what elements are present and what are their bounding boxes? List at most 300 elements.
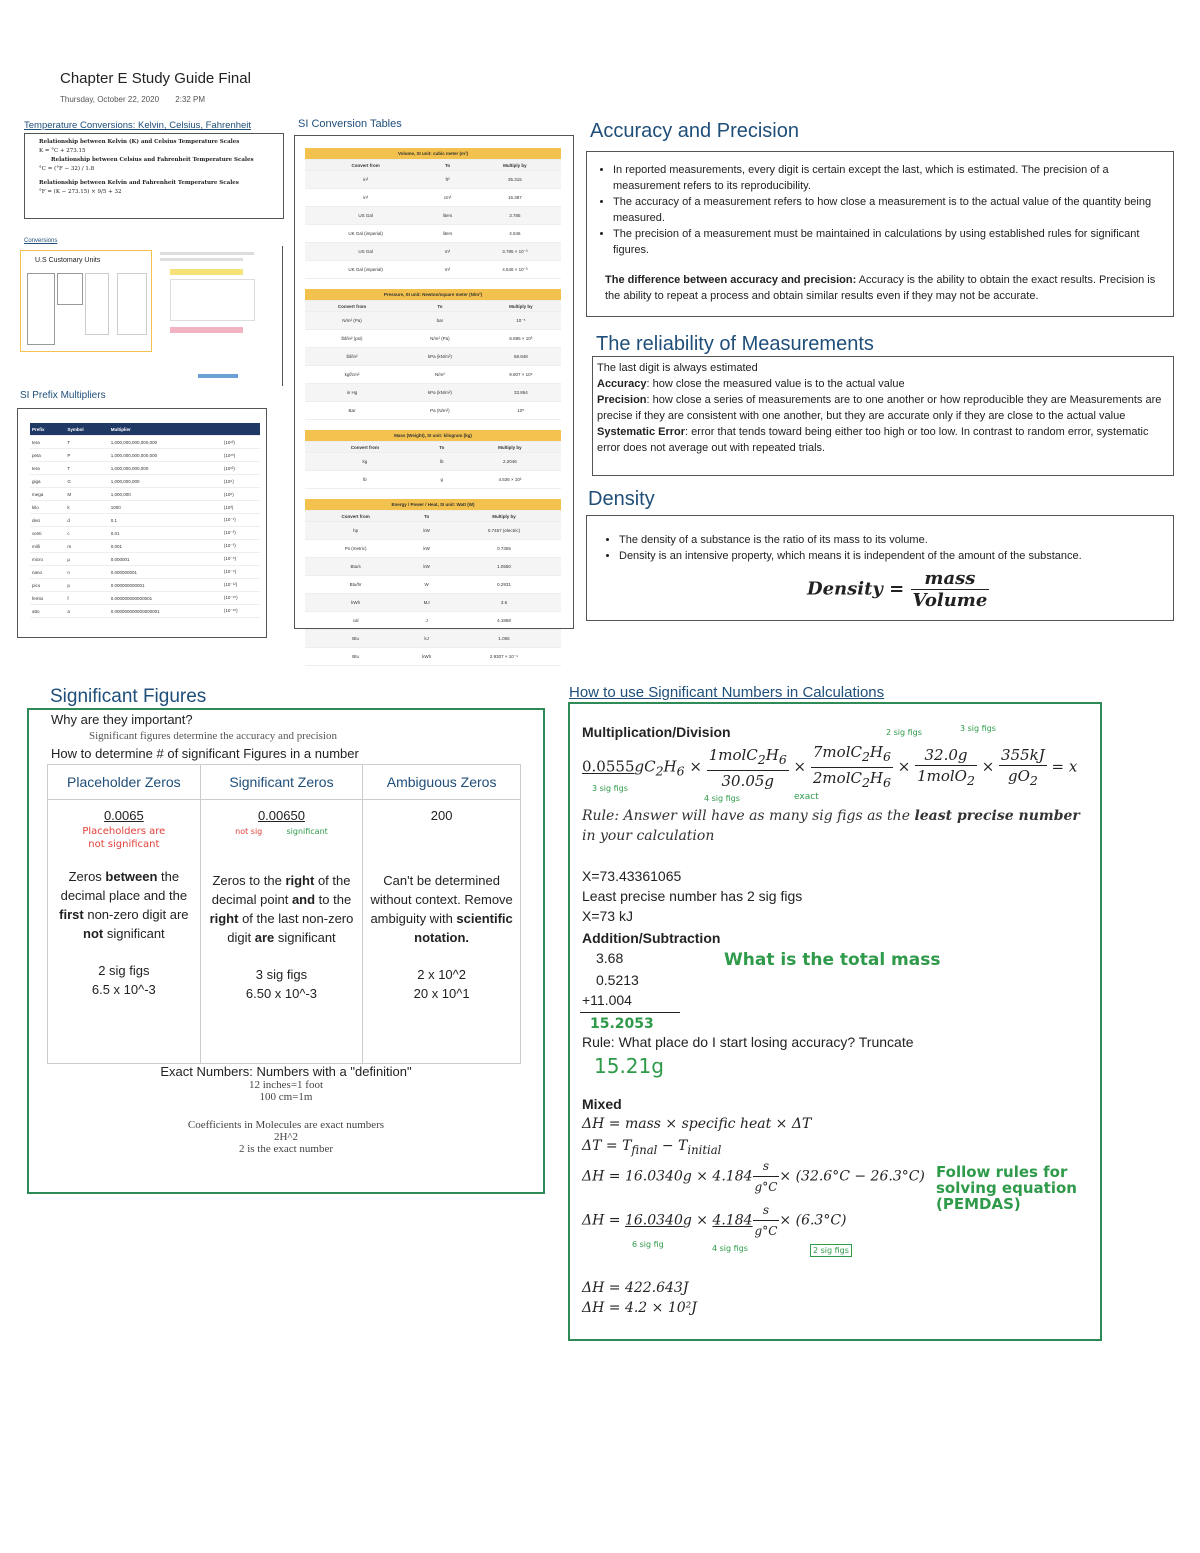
difference-label: The difference between accuracy and precision: bbox=[605, 274, 857, 286]
conversion-col-header: Multiply by bbox=[459, 442, 561, 453]
not-sig-note: not sig bbox=[235, 827, 263, 836]
conversion-row bbox=[305, 243, 561, 261]
conversion-cell: 9.807 × 10⁴ bbox=[481, 366, 561, 384]
density-bullet: • Density is an intensive property, which means it is independent of the amount of the substance. bbox=[619, 548, 1167, 564]
conversion-cell: ft³ bbox=[426, 171, 469, 189]
conversion-cell: N/m² (Pa) bbox=[399, 330, 481, 348]
conversion-cell: kW bbox=[406, 522, 447, 540]
conversion-cell: kW bbox=[406, 540, 447, 558]
conversion-row bbox=[305, 402, 561, 420]
mixed-heading: Mixed bbox=[582, 1096, 622, 1112]
significant-notes bbox=[205, 827, 359, 861]
conversion-row bbox=[305, 540, 561, 558]
si-prefix-header-row bbox=[30, 423, 260, 436]
addend-3: +11.004 bbox=[582, 992, 632, 1008]
note-4-sig-figs-b: 4 sig figs bbox=[712, 1244, 748, 1253]
col-header-ambiguous: Ambiguous Zeros bbox=[363, 765, 521, 800]
conversion-cell: kWh bbox=[406, 648, 447, 666]
conversion-cell: 0.7355 bbox=[447, 540, 561, 558]
prefix-cell: 0.000000000000000001 bbox=[109, 605, 222, 618]
conversion-row bbox=[305, 630, 561, 648]
rule-1: Rule: Answer will have as many sig figs as the least precise number in your calculation bbox=[582, 808, 1080, 844]
conversion-cell: kPa (kN/m²) bbox=[399, 384, 481, 402]
accuracy-bullets bbox=[595, 162, 1161, 258]
conversion-cell: 68.948 bbox=[481, 348, 561, 366]
prefix-cell: 1,000,000,000,000 bbox=[109, 462, 222, 475]
accuracy-difference bbox=[605, 272, 1161, 304]
prefix-cell: 0.001 bbox=[109, 540, 222, 553]
prefix-row bbox=[30, 449, 260, 462]
prefix-cell: (10⁻¹⁵) bbox=[222, 592, 260, 605]
prefix-cell: 1,000,000,000 bbox=[109, 475, 222, 488]
prefix-cell: milli bbox=[30, 540, 65, 553]
prefix-cell: n bbox=[65, 566, 108, 579]
conversion-col-header: Convert from bbox=[305, 160, 426, 171]
significant-desc: Zeros to the right of the decimal point and to the right of the last non-zero digit are significant bbox=[209, 873, 354, 945]
conversion-row bbox=[305, 594, 561, 612]
calc-heading: How to use Significant Numbers in Calculations bbox=[569, 684, 885, 701]
note-3-sig-figs: 3 sig figs bbox=[592, 784, 628, 793]
conversion-row bbox=[305, 261, 561, 279]
prefix-cell: femto bbox=[30, 592, 65, 605]
time-text: 2:32 PM bbox=[175, 95, 206, 104]
conversion-cell: Btu bbox=[305, 630, 406, 648]
result-2: ΔH = 4.2 × 10²J bbox=[582, 1300, 697, 1316]
total-mass-note: What is the total mass bbox=[724, 950, 941, 970]
prefix-cell: (10⁻¹⁸) bbox=[222, 605, 260, 618]
temp-line1: Relationship between Kelvin (K) and Celsius Temperature Scales bbox=[39, 139, 240, 145]
conversion-col-header: Multiply by bbox=[481, 301, 561, 312]
conversion-table bbox=[305, 499, 561, 666]
conversion-cell: lb bbox=[305, 471, 425, 489]
conversion-cell: 2.9307 × 10⁻⁴ bbox=[447, 648, 561, 666]
systematic-error-definition bbox=[597, 424, 1165, 456]
conversion-table bbox=[305, 148, 561, 279]
precision-definition bbox=[597, 392, 1165, 424]
col-header-significant: Significant Zeros bbox=[200, 765, 363, 800]
prefix-cell: T bbox=[65, 462, 108, 475]
note-6-sig-figs: 6 sig fig bbox=[632, 1240, 664, 1249]
coef-line-2: 2H^2 bbox=[273, 1131, 299, 1143]
coef-line-3: 2 is the exact number bbox=[238, 1143, 334, 1155]
coef-line-1: Coefficients in Molecules are exact numbers bbox=[187, 1119, 385, 1131]
exact-example-1: 12 inches=1 foot bbox=[248, 1079, 324, 1091]
sigfigs-heading: Significant Figures bbox=[50, 686, 207, 707]
note-3-sig-figs-b: 3 sig figs bbox=[960, 724, 996, 733]
sum-line bbox=[580, 1012, 680, 1013]
prefix-cell: 0.000001 bbox=[109, 553, 222, 566]
prefix-cell: tera bbox=[30, 462, 65, 475]
prefix-cell: 1,000,000 bbox=[109, 488, 222, 501]
prefix-row bbox=[30, 527, 260, 540]
conversion-cell: cal bbox=[305, 612, 406, 630]
prefix-cell: k bbox=[65, 501, 108, 514]
prefix-cell: (10⁻⁹) bbox=[222, 566, 260, 579]
conversion-table bbox=[305, 430, 561, 489]
col-header-placeholder: Placeholder Zeros bbox=[48, 765, 201, 800]
conversion-cell: lb bbox=[425, 453, 459, 471]
density-denominator: Volume bbox=[912, 590, 988, 611]
muldiv-heading: Multiplication/Division bbox=[582, 724, 731, 740]
conversion-cell: in³ bbox=[305, 189, 426, 207]
sum-value: 15.2053 bbox=[590, 1016, 654, 1032]
page-title: Chapter E Study Guide Final bbox=[60, 70, 251, 87]
symbol-header: Symbol bbox=[65, 423, 108, 436]
prefix-cell: (10⁶) bbox=[222, 488, 260, 501]
note-exact: exact bbox=[794, 792, 819, 802]
prefix-cell: (10⁻¹²) bbox=[222, 579, 260, 592]
density-bullet: • The density of a substance is the ratio of its mass to its volume. bbox=[619, 532, 1167, 548]
prefix-cell: c bbox=[65, 527, 108, 540]
conversion-row bbox=[305, 576, 561, 594]
date-text: Thursday, October 22, 2020 bbox=[60, 95, 160, 104]
prefix-cell: T bbox=[65, 436, 108, 449]
prefix-cell: P bbox=[65, 449, 108, 462]
prefix-cell: micro bbox=[30, 553, 65, 566]
reliability-box bbox=[592, 356, 1174, 476]
significant-sci: 6.50 x 10^-3 bbox=[245, 986, 318, 1001]
conversion-col-header: Convert from bbox=[305, 442, 425, 453]
systematic-text: : error that tends toward being either too high or too low. In contrast to random error, systematic error does not average out with repeated trials. bbox=[597, 426, 1149, 454]
prefix-cell: deci bbox=[30, 514, 65, 527]
prefix-cell: m bbox=[65, 540, 108, 553]
prefix-cell: (10⁻²) bbox=[222, 527, 260, 540]
result-1: ΔH = 422.643J bbox=[582, 1280, 689, 1296]
conversion-cell: kJ bbox=[406, 630, 447, 648]
systematic-label: Systematic Error bbox=[597, 426, 686, 438]
exact-title: Exact Numbers: Numbers with a "definition" bbox=[160, 1064, 412, 1079]
sigfigs-table bbox=[47, 764, 521, 1064]
why-answer: Significant figures determine the accuracy and precision bbox=[89, 730, 338, 742]
prefix-cell: 1000 bbox=[109, 501, 222, 514]
conversion-cell: 2.2046 bbox=[459, 453, 561, 471]
conversion-col-header: To bbox=[406, 511, 447, 522]
conversion-col-header: Convert from bbox=[305, 511, 406, 522]
conversion-col-header: To bbox=[426, 160, 469, 171]
temp-eq3: °F = (K − 273.15) × 9/5 + 32 bbox=[39, 189, 122, 195]
ambiguous-sci: 20 x 10^1 bbox=[413, 986, 470, 1001]
conversion-cell: 4.546 × 10⁻³ bbox=[469, 261, 561, 279]
conversion-cell: 1.055 bbox=[447, 630, 561, 648]
how-determine: How to determine # of significant Figures in a number bbox=[51, 746, 359, 761]
eq-dh-values-1: ΔH = 16.0340g × 4.184 $\frac{s}{g^\circ C}$ × (32.6°C − 26.3°C) bbox=[582, 1156, 925, 1197]
conversion-cell: 10⁻⁵ bbox=[481, 312, 561, 330]
prefix-cell: p bbox=[65, 579, 108, 592]
conversion-cell: J bbox=[406, 612, 447, 630]
reliability-line1: The last digit is always estimated bbox=[597, 362, 758, 374]
conversion-cell: Btu bbox=[305, 648, 406, 666]
placeholder-cell bbox=[48, 800, 201, 1064]
prefix-cell: (10⁻³) bbox=[222, 540, 260, 553]
prefix-cell: f bbox=[65, 592, 108, 605]
multiplier-header: Multiplier bbox=[109, 423, 222, 436]
significant-note: significant bbox=[286, 827, 328, 836]
rule-2: Rule: What place do I start losing accuracy? Truncate bbox=[582, 1034, 914, 1050]
conversion-row bbox=[305, 207, 561, 225]
conversion-cell: 4.1868 bbox=[447, 612, 561, 630]
conversion-cell: 3.785 × 10⁻³ bbox=[469, 243, 561, 261]
conversion-row bbox=[305, 312, 561, 330]
conversion-row bbox=[305, 522, 561, 540]
conversion-cell: kWh bbox=[305, 594, 406, 612]
conversion-cell: US Gal bbox=[305, 207, 426, 225]
prefix-cell: kilo bbox=[30, 501, 65, 514]
prefix-cell: (10⁻¹) bbox=[222, 514, 260, 527]
prefix-cell: giga bbox=[30, 475, 65, 488]
addsub-heading: Addition/Subtraction bbox=[582, 930, 721, 946]
ambiguous-cell bbox=[363, 800, 521, 1064]
conversion-cell: Ps (metric) bbox=[305, 540, 406, 558]
si-conversion-box bbox=[294, 135, 574, 659]
conversion-cell: Bar bbox=[305, 402, 399, 420]
conversion-cell: Pa (N/m²) bbox=[399, 402, 481, 420]
final-answer: 15.21g bbox=[594, 1054, 664, 1078]
conversion-row bbox=[305, 612, 561, 630]
prefix-row bbox=[30, 462, 260, 475]
conversion-cell: Btu/s bbox=[305, 558, 406, 576]
prefix-cell: pico bbox=[30, 579, 65, 592]
why-important: Why are they important? bbox=[51, 712, 193, 727]
conversion-cell: US Gal bbox=[305, 243, 426, 261]
significant-cell bbox=[200, 800, 363, 1064]
conversion-table-title: Mass (Weight), SI unit: kilogram (kg) bbox=[305, 430, 561, 442]
conversion-row bbox=[305, 366, 561, 384]
conversions-label: Conversions bbox=[24, 238, 58, 244]
prefix-cell: a bbox=[65, 605, 108, 618]
conversion-cell: 33.864 bbox=[481, 384, 561, 402]
sigfigs-box bbox=[27, 708, 545, 1194]
prefix-cell: (10³) bbox=[222, 501, 260, 514]
prefix-cell: 1,000,000,000,000,000 bbox=[109, 449, 222, 462]
conversion-cell: in Hg bbox=[305, 384, 399, 402]
conversion-cell: 16.387 bbox=[469, 189, 561, 207]
temp-line2: Relationship between Celsius and Fahrenheit Temperature Scales bbox=[51, 157, 254, 163]
conversion-cell: 10⁵ bbox=[481, 402, 561, 420]
conversion-cell: m³ bbox=[426, 243, 469, 261]
prefix-cell: μ bbox=[65, 553, 108, 566]
temperature-box bbox=[24, 133, 284, 219]
conversion-cell: cm³ bbox=[426, 189, 469, 207]
conversion-cell: 3.785 bbox=[469, 207, 561, 225]
conversion-row bbox=[305, 189, 561, 207]
prefix-row bbox=[30, 566, 260, 579]
prefix-cell: nano bbox=[30, 566, 65, 579]
temp-eq2: °C = (°F − 32) / 1.8 bbox=[39, 166, 95, 172]
eq-dt: $\Delta T = T_{final} - T_{initial}$ bbox=[582, 1138, 722, 1157]
temperature-heading: Temperature Conversions: Kelvin, Celsius, Fahrenheit bbox=[24, 120, 252, 131]
prefix-cell: 1,000,000,000,000,000 bbox=[109, 436, 222, 449]
prefix-cell: tera bbox=[30, 436, 65, 449]
conversion-cell: 0.7457 (electric) bbox=[447, 522, 561, 540]
density-formula bbox=[807, 568, 989, 611]
prefix-cell: M bbox=[65, 488, 108, 501]
conversion-row bbox=[305, 171, 561, 189]
conversion-cell: 3.6 bbox=[447, 594, 561, 612]
precision-text: : how close a series of measurements are to one another or how reproducible they are Measurements are precise if they are consistent with one another, but they are accurate only if they are close to the actual value bbox=[597, 394, 1162, 422]
x-final: X=73 kJ bbox=[582, 908, 633, 924]
density-heading: Density bbox=[588, 488, 655, 510]
prefix-row bbox=[30, 475, 260, 488]
conversion-row bbox=[305, 648, 561, 666]
prefix-cell: 0.1 bbox=[109, 514, 222, 527]
density-numerator: mass bbox=[911, 568, 990, 590]
prefix-cell: 0.000000000001 bbox=[109, 579, 222, 592]
si-prefix-table bbox=[30, 423, 260, 618]
conversion-cell: 0.2931 bbox=[447, 576, 561, 594]
temp-eq1: K = °C + 273.15 bbox=[39, 148, 86, 154]
prefix-cell: 0.000000001 bbox=[109, 566, 222, 579]
note-2-sig-figs-b: 2 sig figs bbox=[810, 1244, 852, 1257]
conversion-cell: m³ bbox=[426, 261, 469, 279]
muldiv-equation: $0.0555gC_2H_6$ × $\frac{1molC_2H_6}{30.05g}$ × $\frac{7molC_2H_6}{2molC_2H_6}$ × $\frac{32.0g}{1molO_2}$ × $\frac{355kJ}{gO_2}$ = x bbox=[582, 743, 1078, 790]
prefix-cell: (10¹²) bbox=[222, 436, 260, 449]
temp-line3: Relationship between Kelvin and Fahrenheit Temperature Scales bbox=[39, 180, 239, 186]
eq-dh-values-2: ΔH = 16.0340g × 4.184 $\frac{s}{g^\circ C}$ × (6.3°C) bbox=[582, 1200, 847, 1241]
prefix-cell: atto bbox=[30, 605, 65, 618]
accuracy-definition bbox=[597, 376, 1165, 392]
si-prefix-heading: SI Prefix Multipliers bbox=[20, 390, 106, 401]
note-2-sig-figs: 2 sig figs bbox=[886, 728, 922, 737]
conversion-cell: MJ bbox=[406, 594, 447, 612]
conversion-col-header: Multiply by bbox=[469, 160, 561, 171]
exact-numbers bbox=[29, 1064, 543, 1155]
prefix-row bbox=[30, 436, 260, 449]
prefix-row bbox=[30, 514, 260, 527]
prefix-cell: (10⁹) bbox=[222, 475, 260, 488]
ambiguous-count: 2 x 10^2 bbox=[417, 967, 466, 982]
conversion-cell: UK Gal (imperial) bbox=[305, 261, 426, 279]
conversion-table bbox=[305, 289, 561, 420]
prefix-cell: (10¹²) bbox=[222, 462, 260, 475]
prefix-cell: d bbox=[65, 514, 108, 527]
conversion-col-header: Multiply by bbox=[447, 511, 561, 522]
conversion-col-header: Convert from bbox=[305, 301, 399, 312]
prefix-cell: (10¹⁵) bbox=[222, 449, 260, 462]
accuracy-box bbox=[586, 151, 1174, 317]
conversion-cell: N/m² (Pa) bbox=[305, 312, 399, 330]
si-conversion-heading: SI Conversion Tables bbox=[298, 118, 402, 130]
addend-2: 0.5213 bbox=[596, 972, 639, 988]
x-full: X=73.43361065 bbox=[582, 868, 682, 884]
conversion-cell: 6.895 × 10³ bbox=[481, 330, 561, 348]
reliability-heading: The reliability of Measurements bbox=[596, 333, 874, 355]
prefix-row bbox=[30, 501, 260, 514]
conversion-cell: 4.546 bbox=[469, 225, 561, 243]
prefix-row bbox=[30, 592, 260, 605]
conversion-cell: 1.0550 bbox=[447, 558, 561, 576]
us-units-title: U.S Customary Units bbox=[35, 257, 101, 264]
accuracy-bullet: • In reported measurements, every digit is certain except the last, which is estimated. The precision of a measurement refers to its reproducibility. bbox=[613, 162, 1161, 194]
conversion-cell: N/m² bbox=[399, 366, 481, 384]
difference-text: Accuracy is the ability to obtain the exact results. Precision is the ability to repeat a process and obtain similar results even if they may not be accurate. bbox=[605, 274, 1156, 302]
least-precise: Least precise number has 2 sig figs bbox=[582, 888, 803, 904]
si-prefix-box bbox=[17, 408, 267, 638]
conversion-cell: Btu/hr bbox=[305, 576, 406, 594]
prefix-row bbox=[30, 540, 260, 553]
conversion-table-title: Volume, SI unit: cubic meter (m³) bbox=[305, 148, 561, 160]
prefix-row bbox=[30, 488, 260, 501]
conversion-cell: W bbox=[406, 576, 447, 594]
placeholder-sci: 6.5 x 10^-3 bbox=[91, 982, 156, 997]
conversion-col-header: To bbox=[399, 301, 481, 312]
ambiguous-example: 200 bbox=[430, 808, 453, 823]
page-date bbox=[60, 95, 205, 104]
accuracy-text: : how close the measured value is to the actual value bbox=[646, 378, 905, 390]
prefix-cell: (10⁻⁶) bbox=[222, 553, 260, 566]
placeholder-desc: Zeros between the decimal place and the first non-zero digit are not significant bbox=[59, 869, 189, 941]
conversion-cell: g bbox=[425, 471, 459, 489]
accuracy-heading: Accuracy and Precision bbox=[590, 120, 799, 142]
significant-count: 3 sig figs bbox=[255, 967, 308, 982]
conversion-table-title: Energy / Power / Heat, SI unit: Watt (W) bbox=[305, 499, 561, 511]
conversion-cell: lbf/in² (psi) bbox=[305, 330, 399, 348]
conversion-cell: 35.315 bbox=[469, 171, 561, 189]
placeholder-example: 0.0065 bbox=[103, 808, 144, 823]
conversion-cell: 4.536 × 10² bbox=[459, 471, 561, 489]
density-lhs: Density = bbox=[807, 578, 905, 600]
accuracy-bullet: • The precision of a measurement must be maintained in calculations by using established rules for significant figures. bbox=[613, 226, 1161, 258]
prefix-row bbox=[30, 579, 260, 592]
conversion-row bbox=[305, 330, 561, 348]
note-4-sig-figs: 4 sig figs bbox=[704, 794, 740, 803]
prefix-cell: 0.000000000000001 bbox=[109, 592, 222, 605]
conversion-row bbox=[305, 384, 561, 402]
eq-dh: ΔH = mass × specific heat × ΔT bbox=[582, 1116, 812, 1132]
conversion-cell: kPa (kN/m²) bbox=[399, 348, 481, 366]
conversion-row bbox=[305, 453, 561, 471]
density-bullets bbox=[601, 532, 1167, 564]
accuracy-bullet: • The accuracy of a measurement refers to how close a measurement is to the actual value of the quantity being measured. bbox=[613, 194, 1161, 226]
prefix-cell: peta bbox=[30, 449, 65, 462]
significant-example: 0.00650 bbox=[257, 808, 305, 823]
conversion-row bbox=[305, 471, 561, 489]
conversion-cell: bar bbox=[399, 312, 481, 330]
ambiguous-desc: Can't be determined without context. Remove ambiguity with scientific notation. bbox=[370, 873, 513, 945]
prefix-cell: mega bbox=[30, 488, 65, 501]
density-box bbox=[586, 515, 1174, 621]
prefix-cell: 0.01 bbox=[109, 527, 222, 540]
placeholder-note: Placeholders are not significant bbox=[82, 826, 166, 850]
prefix-cell: G bbox=[65, 475, 108, 488]
conversion-cell: in³ bbox=[305, 171, 426, 189]
prefix-row bbox=[30, 553, 260, 566]
precision-label: Precision bbox=[597, 394, 647, 406]
conversion-table-title: Pressure, SI unit: Newton/square meter (N/m²) bbox=[305, 289, 561, 301]
exact-example-2: 100 cm=1m bbox=[259, 1091, 313, 1103]
us-units-thumbnail bbox=[18, 246, 283, 386]
conversion-cell: lbf/in² bbox=[305, 348, 399, 366]
conversion-row bbox=[305, 225, 561, 243]
addend-1: 3.68 bbox=[596, 950, 624, 966]
prefix-cell: centi bbox=[30, 527, 65, 540]
conversion-cell: liters bbox=[426, 225, 469, 243]
conversion-cell: kg bbox=[305, 453, 425, 471]
calc-box bbox=[568, 702, 1102, 1341]
accuracy-label: Accuracy bbox=[597, 378, 647, 390]
placeholder-count: 2 sig figs bbox=[98, 963, 150, 978]
conversion-row bbox=[305, 348, 561, 366]
follow-rules-note: Follow rules for solving equation (PEMDAS) bbox=[936, 1163, 1077, 1213]
conversion-cell: kW bbox=[406, 558, 447, 576]
prefix-header: Prefix bbox=[30, 423, 65, 436]
conversion-cell: UK Gal (imperial) bbox=[305, 225, 426, 243]
conversion-cell: hp bbox=[305, 522, 406, 540]
conversion-col-header: To bbox=[425, 442, 459, 453]
prefix-row bbox=[30, 605, 260, 618]
conversion-cell: liters bbox=[426, 207, 469, 225]
conversion-row bbox=[305, 558, 561, 576]
exp-header bbox=[222, 423, 260, 436]
